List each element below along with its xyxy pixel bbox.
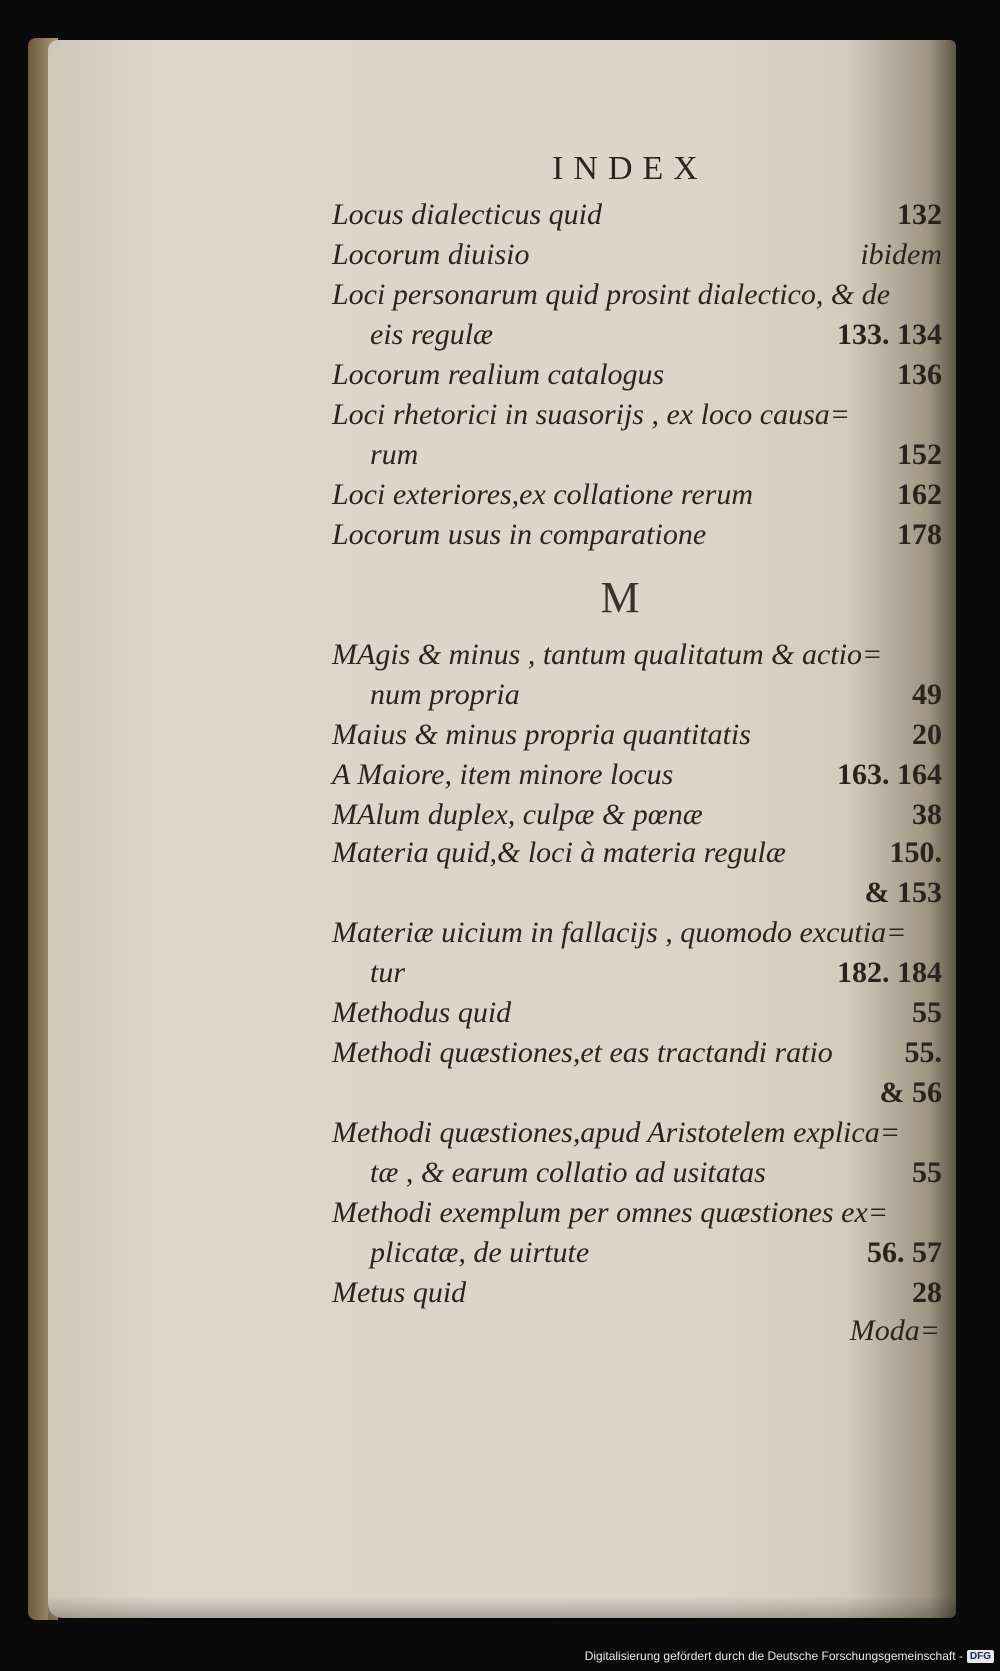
index-entry [332,718,942,758]
index-entry [332,638,942,678]
index-entry [332,798,942,838]
entry-text: Loci personarum quid prosint dialectico, & de [332,278,891,311]
entry-text: Methodi quæstiones,apud Aristotelem explica= [332,1116,900,1149]
section-letter: M [600,573,640,622]
index-entry [332,678,942,718]
entry-text: Locorum usus in comparatione [332,518,707,551]
entry-text: Locorum realium catalogus [332,358,665,391]
entry-page: 162 [897,478,942,511]
index-entry [332,358,942,398]
index-entry [332,1236,942,1276]
entry-text: plicatæ, de uirtute [370,1236,590,1269]
entry-page: 56. 57 [867,1236,942,1269]
entry-text: Methodus quid [332,996,512,1029]
entry-text: Loci rhetorici in suasorijs , ex loco causa= [332,398,850,431]
entry-page: 20 [912,718,942,751]
entry-text: Metus quid [332,1276,467,1309]
entry-text: num propria [370,678,520,711]
entry-page: 152 [897,438,942,471]
entry-page: 136 [897,358,942,391]
index-entry [332,438,942,478]
entry-text: tur [370,956,406,989]
digitization-credit [585,1647,994,1665]
index-entry [332,1076,942,1116]
entry-page: & 56 [879,1076,942,1109]
index-entry [332,318,942,358]
index-entry [332,1196,942,1236]
entry-page: 38 [912,798,942,831]
entry-text: Methodi quæstiones,et eas tractandi ratio [332,1036,833,1069]
index-entry [332,1036,942,1076]
page-shadow [48,1596,956,1620]
entry-text: Methodi exemplum per omnes quæstiones ex= [332,1196,888,1229]
index-entry [332,758,942,798]
entry-page: 178 [897,518,942,551]
entry-page: 133. 134 [837,318,942,351]
dfg-logo: DFG [967,1650,994,1663]
entry-text: Materia quid,& loci à materia regulæ [332,836,786,869]
entry-text: MAlum duplex, culpæ & pœnæ [332,798,703,831]
entry-text: rum [370,438,419,471]
credit-text: Digitalisierung gefördert durch die Deutsche Forschungsgemeinschaft - [584,1649,963,1663]
entry-text: Locus dialecticus quid [332,198,602,231]
entry-page: 132 [897,198,942,231]
entry-page: 150. [889,836,942,869]
entry-text: eis regulæ [370,318,494,351]
entry-text: Locorum diuisio [332,238,530,271]
entry-page: 55. [904,1036,942,1069]
entry-page: ibidem [860,238,942,271]
entry-page: 55 [912,996,942,1029]
entry-text: tæ , & earum collatio ad usitatas [370,1156,766,1189]
index-entry [332,238,942,278]
entry-text: Materiæ uicium in fallacijs , quomodo excutia= [332,916,907,949]
index-entry [332,398,942,438]
index-entry [332,1276,942,1316]
index-entry [332,1156,942,1196]
index-entry [332,478,942,518]
index-entry [332,916,942,956]
index-entry [332,836,942,876]
index-entry [332,956,942,996]
index-entry [332,278,942,318]
entry-page: & 153 [864,876,942,909]
index-entry [332,876,942,916]
index-entry [332,1116,942,1156]
entry-page: 55 [912,1156,942,1189]
index-entry [332,518,942,558]
entry-page: 182. 184 [837,956,942,989]
entry-page: 49 [912,678,942,711]
entry-page: 163. 164 [837,758,942,791]
catchword: Moda= [849,1314,940,1347]
entry-text: Maius & minus propria quantitatis [332,718,751,751]
index-entry [332,198,942,238]
entry-page: 28 [912,1276,942,1309]
entry-text: A Maiore, item minore locus [332,758,674,791]
entry-text: MAgis & minus , tantum qualitatum & actio= [332,638,883,671]
entry-text: Loci exteriores,ex collatione rerum [332,478,753,511]
index-entry [332,996,942,1036]
running-head: INDEX [552,150,708,187]
